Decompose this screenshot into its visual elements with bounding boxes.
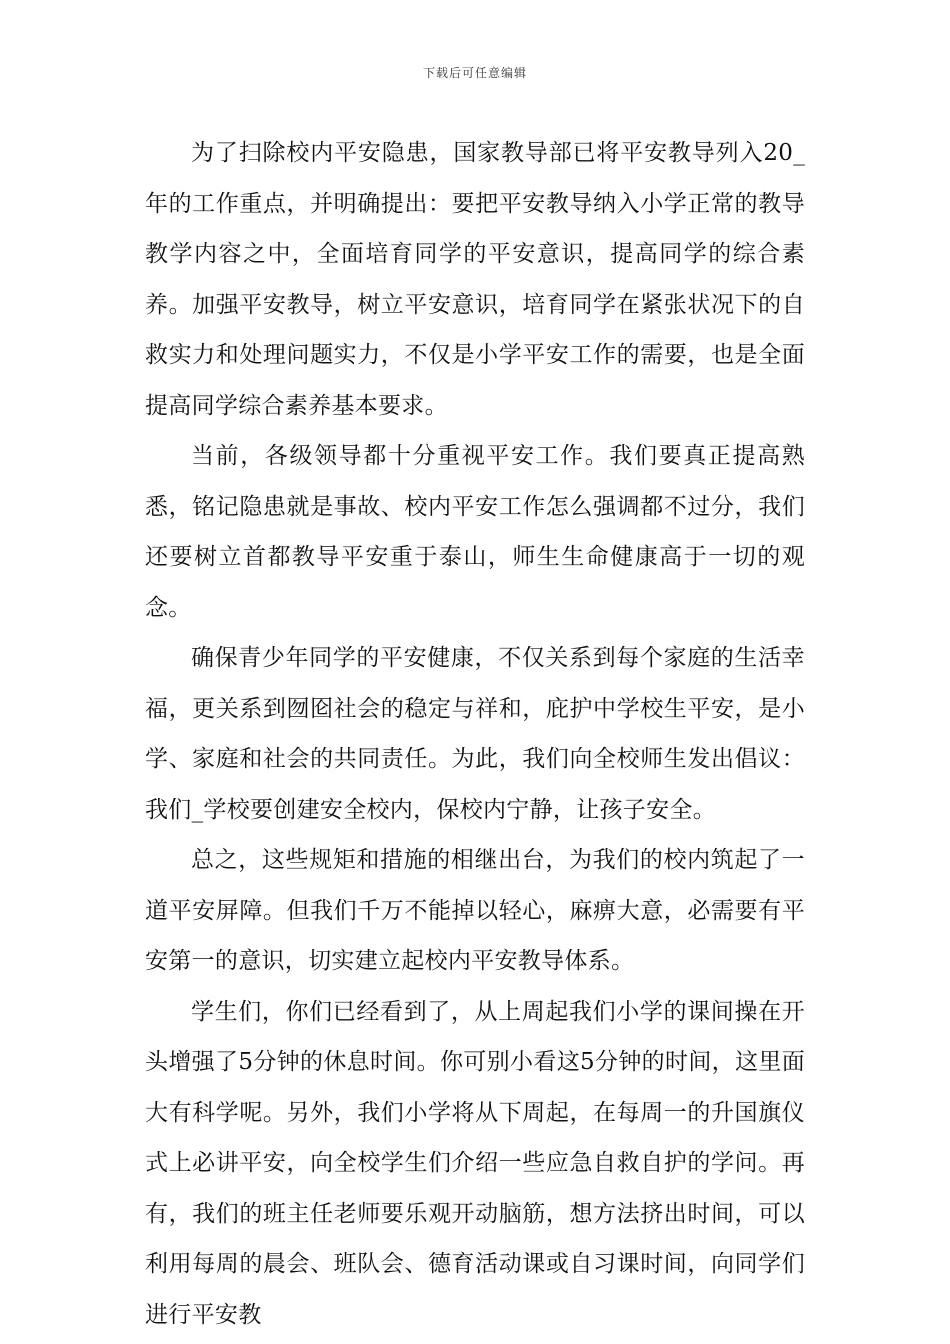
- paragraph: 学生们，你们已经看到了，从上周起我们小学的课间操在开头增强了5分钟的休息时间。你可别小看这5分钟的时间，这里面大有科学呢。另外，我们小学将从下周起，在每周一的升国旗仪式上必讲平安，向全校学生们介绍一些应急自救自护的学问。再有，我们的班主任老师要乐观开动脑筋，想方法挤出时间，可以利用每周的晨会、班队会、德育活动课或自习课时间，向同学们进行平安教: [145, 998, 805, 1328]
- paragraph: 确保青少年同学的平安健康，不仅关系到每个家庭的生活幸福，更关系到囫囵社会的稳定与祥和，庇护中学校生平安，是小学、家庭和社会的共同责任。为此，我们向全校师生发出倡议：我们_学校要创建安全校内，保校内宁静，让孩子安全。: [145, 645, 805, 823]
- paragraph: 当前，各级领导都十分重视平安工作。我们要真正提高熟悉，铭记隐患就是事故、校内平安工作怎么强调都不过分，我们还要树立首都教导平安重于泰山，师生生命健康高于一切的观念。: [145, 443, 805, 621]
- paragraph: 总之，这些规矩和措施的相继出台，为我们的校内筑起了一道平安屏障。但我们千万不能掉以轻心，麻痹大意，必需要有平安第一的意识，切实建立起校内平安教导体系。: [145, 847, 805, 974]
- page-header-note: 下载后可任意编辑: [422, 66, 527, 80]
- document-body: [145, 128, 805, 1340]
- paragraph: 为了扫除校内平安隐患，国家教导部已将平安教导列入20_年的工作重点，并明确提出：要把平安教导纳入小学正常的教导教学内容之中，全面培育同学的平安意识，提高同学的综合素养。加强平安教导，树立平安意识，培育同学在紧张状况下的自救实力和处理问题实力，不仅是小学平安工作的需要，也是全面提高同学综合素养基本要求。: [145, 140, 805, 419]
